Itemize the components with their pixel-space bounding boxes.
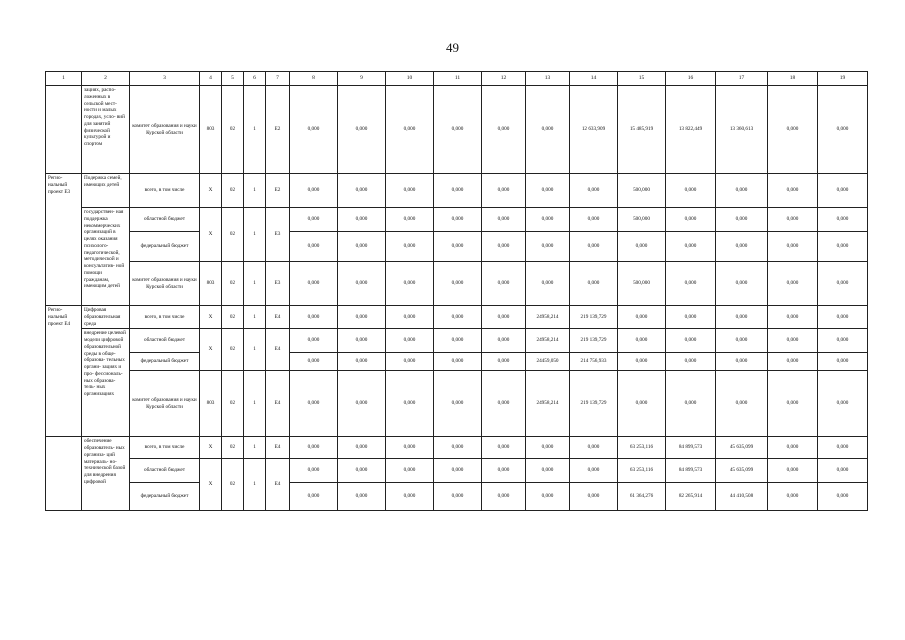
amount-cell: 0,000 xyxy=(618,371,666,437)
amount-cell: 0,000 xyxy=(666,262,716,306)
table-row xyxy=(46,306,868,329)
amount-cell: 0,000 xyxy=(526,459,570,483)
budget-table xyxy=(45,71,868,511)
amount-cell: 0,000 xyxy=(338,208,386,232)
amount-cell: 0,000 xyxy=(818,483,868,511)
amount-cell: 0,000 xyxy=(526,483,570,511)
table-cell: Е4 xyxy=(266,306,290,329)
page-number: 49 xyxy=(446,40,459,55)
amount-cell: 0,000 xyxy=(666,174,716,208)
column-header: 14 xyxy=(570,72,618,86)
table-cell: 02 xyxy=(222,306,244,329)
amount-cell: 0,000 xyxy=(338,437,386,459)
table-cell: 1 xyxy=(244,86,266,174)
table-cell: 1 xyxy=(244,459,266,511)
project-label: Регио- нальный проект Е4 xyxy=(46,306,82,437)
amount-cell: 0,000 xyxy=(434,459,482,483)
amount-cell: 0,000 xyxy=(716,329,768,353)
table-cell: 02 xyxy=(222,371,244,437)
table-row xyxy=(46,329,868,353)
amount-cell: 0,000 xyxy=(386,329,434,353)
amount-cell: 0,000 xyxy=(570,262,618,306)
amount-cell: 0,000 xyxy=(386,371,434,437)
amount-cell: 0,000 xyxy=(716,208,768,232)
amount-cell: 0,000 xyxy=(768,232,818,262)
amount-cell: 0,000 xyxy=(526,208,570,232)
amount-cell: 0,000 xyxy=(434,86,482,174)
amount-cell: 0,000 xyxy=(818,262,868,306)
amount-cell: 0,000 xyxy=(434,174,482,208)
amount-cell: 0,000 xyxy=(338,232,386,262)
table-row xyxy=(46,483,868,511)
amount-cell: 0,000 xyxy=(338,353,386,371)
funding-source: федеральный бюджет xyxy=(130,232,200,262)
funding-source: областной бюджет xyxy=(130,208,200,232)
column-header: 9 xyxy=(338,72,386,86)
table-cell: 1 xyxy=(244,208,266,262)
table-cell: Х xyxy=(200,208,222,262)
amount-cell: 0,000 xyxy=(570,437,618,459)
amount-cell: 0,000 xyxy=(290,459,338,483)
amount-cell: 0,000 xyxy=(338,306,386,329)
amount-cell: 82 265,914 xyxy=(666,483,716,511)
amount-cell: 0,000 xyxy=(666,306,716,329)
table-cell: Е4 xyxy=(266,437,290,459)
amount-cell: 0,000 xyxy=(290,306,338,329)
amount-cell: 0,000 xyxy=(338,329,386,353)
amount-cell: 0,000 xyxy=(526,86,570,174)
amount-cell: 0,000 xyxy=(386,459,434,483)
amount-cell: 0,000 xyxy=(434,329,482,353)
amount-cell: 24958,214 xyxy=(526,306,570,329)
column-header: 10 xyxy=(386,72,434,86)
table-cell: 1 xyxy=(244,262,266,306)
amount-cell: 0,000 xyxy=(482,437,526,459)
table-cell: Е3 xyxy=(266,208,290,262)
amount-cell: 0,000 xyxy=(482,353,526,371)
amount-cell: 24958,214 xyxy=(526,371,570,437)
amount-cell: 0,000 xyxy=(716,371,768,437)
amount-cell: 63 253,116 xyxy=(618,459,666,483)
amount-cell: 15 485,919 xyxy=(618,86,666,174)
funding-source: всего, в том числе xyxy=(130,306,200,329)
amount-cell: 0,000 xyxy=(716,262,768,306)
amount-cell: 0,000 xyxy=(434,232,482,262)
table-row xyxy=(46,232,868,262)
table-cell: 02 xyxy=(222,262,244,306)
table-row xyxy=(46,262,868,306)
amount-cell: 84 899,573 xyxy=(666,459,716,483)
amount-cell: 0,000 xyxy=(482,306,526,329)
table-row xyxy=(46,86,868,174)
amount-cell: 219 139,729 xyxy=(570,306,618,329)
amount-cell: 0,000 xyxy=(482,208,526,232)
amount-cell: 0,000 xyxy=(768,306,818,329)
amount-cell: 0,000 xyxy=(482,262,526,306)
column-header: 11 xyxy=(434,72,482,86)
amount-cell: 0,000 xyxy=(526,232,570,262)
amount-cell: 0,000 xyxy=(618,232,666,262)
table-row xyxy=(46,208,868,232)
amount-cell: 0,000 xyxy=(434,208,482,232)
column-header: 4 xyxy=(200,72,222,86)
amount-cell: 0,000 xyxy=(338,262,386,306)
table-row xyxy=(46,371,868,437)
funding-source: комитет образования и науки Курской области xyxy=(130,371,200,437)
table-cell: 02 xyxy=(222,208,244,262)
amount-cell: 0,000 xyxy=(338,86,386,174)
table-cell: 1 xyxy=(244,371,266,437)
amount-cell: 0,000 xyxy=(434,437,482,459)
table-cell: Е4 xyxy=(266,329,290,371)
amount-cell: 0,000 xyxy=(290,174,338,208)
amount-cell: 214 756,933 xyxy=(570,353,618,371)
amount-cell: 0,000 xyxy=(434,371,482,437)
amount-cell: 0,000 xyxy=(768,353,818,371)
table-cell: 02 xyxy=(222,174,244,208)
amount-cell: 0,000 xyxy=(666,371,716,437)
amount-cell: 0,000 xyxy=(386,353,434,371)
amount-cell: 0,000 xyxy=(482,459,526,483)
amount-cell: 0,000 xyxy=(818,371,868,437)
amount-cell: 0,000 xyxy=(716,232,768,262)
amount-cell: 0,000 xyxy=(768,329,818,353)
amount-cell: 63 253,116 xyxy=(618,437,666,459)
table-cell: Х xyxy=(200,306,222,329)
amount-cell: 0,000 xyxy=(526,262,570,306)
table-row xyxy=(46,174,868,208)
amount-cell: 61 364,276 xyxy=(618,483,666,511)
amount-cell: 0,000 xyxy=(818,329,868,353)
amount-cell: 0,000 xyxy=(768,86,818,174)
amount-cell: 0,000 xyxy=(386,174,434,208)
amount-cell: 0,000 xyxy=(768,371,818,437)
table-cell: 1 xyxy=(244,329,266,371)
amount-cell: 12 633,909 xyxy=(570,86,618,174)
table-cell: 02 xyxy=(222,329,244,371)
amount-cell: 0,000 xyxy=(434,353,482,371)
table-row xyxy=(46,437,868,459)
amount-cell: 0,000 xyxy=(768,208,818,232)
funding-source: комитет образования и науки Курской области xyxy=(130,262,200,306)
table-cell: 1 xyxy=(244,174,266,208)
amount-cell: 0,000 xyxy=(768,483,818,511)
amount-cell: 0,000 xyxy=(818,306,868,329)
measure-subname: внедрение целевой модели цифровой образовательной среды в обще- образова- тельных органи- зациях и про- фессиональ- ных образова- тель- ных организациях xyxy=(82,329,130,437)
amount-cell: 0,000 xyxy=(570,174,618,208)
funding-source: всего, в том числе xyxy=(130,437,200,459)
amount-cell: 0,000 xyxy=(716,174,768,208)
amount-cell: 0,000 xyxy=(666,208,716,232)
column-header: 5 xyxy=(222,72,244,86)
column-header: 13 xyxy=(526,72,570,86)
amount-cell: 0,000 xyxy=(570,459,618,483)
column-header: 16 xyxy=(666,72,716,86)
amount-cell: 0,000 xyxy=(818,459,868,483)
amount-cell: 0,000 xyxy=(482,483,526,511)
amount-cell: 0,000 xyxy=(434,483,482,511)
amount-cell: 0,000 xyxy=(818,353,868,371)
table-row xyxy=(46,353,868,371)
amount-cell: 0,000 xyxy=(338,174,386,208)
amount-cell: 0,000 xyxy=(290,483,338,511)
project-label: Регио- нальный проект Е3 xyxy=(46,174,82,306)
amount-cell: 0,000 xyxy=(290,371,338,437)
amount-cell: 0,000 xyxy=(290,437,338,459)
amount-cell: 500,000 xyxy=(618,262,666,306)
amount-cell: 0,000 xyxy=(338,483,386,511)
measure-subname: государствен- ная поддержка некоммерческих организаций в целях оказания психолого- педагогической, методической и консультатив- ной помощи гражданам, имеющим детей xyxy=(82,208,130,306)
measure-name: зациях, распо- ложенных в сельской мест- ности и малых городах, усло- вий для занятий физической культурой и спортом xyxy=(82,86,130,174)
table-cell: Х xyxy=(200,437,222,459)
amount-cell: 0,000 xyxy=(290,86,338,174)
table-cell xyxy=(46,86,82,174)
header-row xyxy=(46,72,868,86)
table-cell xyxy=(46,437,82,511)
table-cell: Е4 xyxy=(266,459,290,511)
table-cell: Е2 xyxy=(266,174,290,208)
amount-cell: 45 635,099 xyxy=(716,459,768,483)
amount-cell: 13 360,613 xyxy=(716,86,768,174)
amount-cell: 84 899,573 xyxy=(666,437,716,459)
column-header: 19 xyxy=(818,72,868,86)
amount-cell: 0,000 xyxy=(526,174,570,208)
column-header: 2 xyxy=(82,72,130,86)
funding-source: федеральный бюджет xyxy=(130,353,200,371)
amount-cell: 0,000 xyxy=(716,306,768,329)
table-cell: 803 xyxy=(200,371,222,437)
table-cell: Е2 xyxy=(266,86,290,174)
amount-cell: 0,000 xyxy=(618,329,666,353)
amount-cell: 0,000 xyxy=(482,174,526,208)
amount-cell: 0,000 xyxy=(818,174,868,208)
amount-cell: 0,000 xyxy=(570,232,618,262)
amount-cell: 0,000 xyxy=(338,371,386,437)
funding-source: федеральный бюджет xyxy=(130,483,200,511)
table-cell: Х xyxy=(200,459,222,511)
amount-cell: 0,000 xyxy=(526,437,570,459)
column-header: 1 xyxy=(46,72,82,86)
column-header: 15 xyxy=(618,72,666,86)
funding-source: комитет образования и науки Курской области xyxy=(130,86,200,174)
funding-source: всего, в том числе xyxy=(130,174,200,208)
amount-cell: 44 410,508 xyxy=(716,483,768,511)
amount-cell: 0,000 xyxy=(768,459,818,483)
table-cell: 02 xyxy=(222,459,244,511)
amount-cell: 0,000 xyxy=(570,208,618,232)
amount-cell: 219 139,729 xyxy=(570,329,618,353)
amount-cell: 0,000 xyxy=(768,437,818,459)
table-cell: 02 xyxy=(222,86,244,174)
amount-cell: 0,000 xyxy=(666,232,716,262)
amount-cell: 0,000 xyxy=(482,329,526,353)
amount-cell: 24958,214 xyxy=(526,329,570,353)
amount-cell: 0,000 xyxy=(818,232,868,262)
amount-cell: 0,000 xyxy=(618,306,666,329)
amount-cell: 0,000 xyxy=(386,262,434,306)
table-cell: Х xyxy=(200,174,222,208)
amount-cell: 0,000 xyxy=(482,371,526,437)
table-cell: 803 xyxy=(200,86,222,174)
amount-cell: 0,000 xyxy=(386,208,434,232)
funding-source: областной бюджет xyxy=(130,459,200,483)
measure-name: обеспечение образователь- ных организа- ций материаль- но- технической базой для внедрения цифровой xyxy=(82,437,130,511)
column-header: 3 xyxy=(130,72,200,86)
column-header: 18 xyxy=(768,72,818,86)
table-cell: 1 xyxy=(244,306,266,329)
amount-cell: 500,000 xyxy=(618,174,666,208)
funding-source: областной бюджет xyxy=(130,329,200,353)
amount-cell: 0,000 xyxy=(434,262,482,306)
amount-cell: 0,000 xyxy=(386,306,434,329)
table-cell: Е3 xyxy=(266,262,290,306)
amount-cell: 0,000 xyxy=(290,232,338,262)
amount-cell: 0,000 xyxy=(570,483,618,511)
amount-cell: 24459,050 xyxy=(526,353,570,371)
amount-cell: 0,000 xyxy=(482,232,526,262)
table-cell: Е4 xyxy=(266,371,290,437)
amount-cell: 0,000 xyxy=(386,437,434,459)
amount-cell: 0,000 xyxy=(482,86,526,174)
column-header: 17 xyxy=(716,72,768,86)
amount-cell: 0,000 xyxy=(716,353,768,371)
amount-cell: 0,000 xyxy=(666,353,716,371)
amount-cell: 0,000 xyxy=(618,353,666,371)
amount-cell: 0,000 xyxy=(666,329,716,353)
amount-cell: 0,000 xyxy=(818,208,868,232)
amount-cell: 0,000 xyxy=(338,459,386,483)
column-header: 6 xyxy=(244,72,266,86)
amount-cell: 45 635,099 xyxy=(716,437,768,459)
column-header: 7 xyxy=(266,72,290,86)
measure-name: Цифровая образовательная среда xyxy=(82,306,130,329)
table-row xyxy=(46,459,868,483)
table-cell: 803 xyxy=(200,262,222,306)
amount-cell: 500,000 xyxy=(618,208,666,232)
column-header: 12 xyxy=(482,72,526,86)
measure-name: Подержка семей, имеющих детей xyxy=(82,174,130,208)
amount-cell: 0,000 xyxy=(386,232,434,262)
amount-cell: 13 822,449 xyxy=(666,86,716,174)
amount-cell: 219 139,729 xyxy=(570,371,618,437)
amount-cell: 0,000 xyxy=(290,353,338,371)
table-cell: 1 xyxy=(244,437,266,459)
table-cell: 02 xyxy=(222,437,244,459)
amount-cell: 0,000 xyxy=(818,86,868,174)
amount-cell: 0,000 xyxy=(290,208,338,232)
amount-cell: 0,000 xyxy=(290,262,338,306)
amount-cell: 0,000 xyxy=(818,437,868,459)
amount-cell: 0,000 xyxy=(290,329,338,353)
amount-cell: 0,000 xyxy=(768,174,818,208)
amount-cell: 0,000 xyxy=(768,262,818,306)
amount-cell: 0,000 xyxy=(434,306,482,329)
table-cell: Х xyxy=(200,329,222,371)
amount-cell: 0,000 xyxy=(386,86,434,174)
column-header: 8 xyxy=(290,72,338,86)
amount-cell: 0,000 xyxy=(386,483,434,511)
